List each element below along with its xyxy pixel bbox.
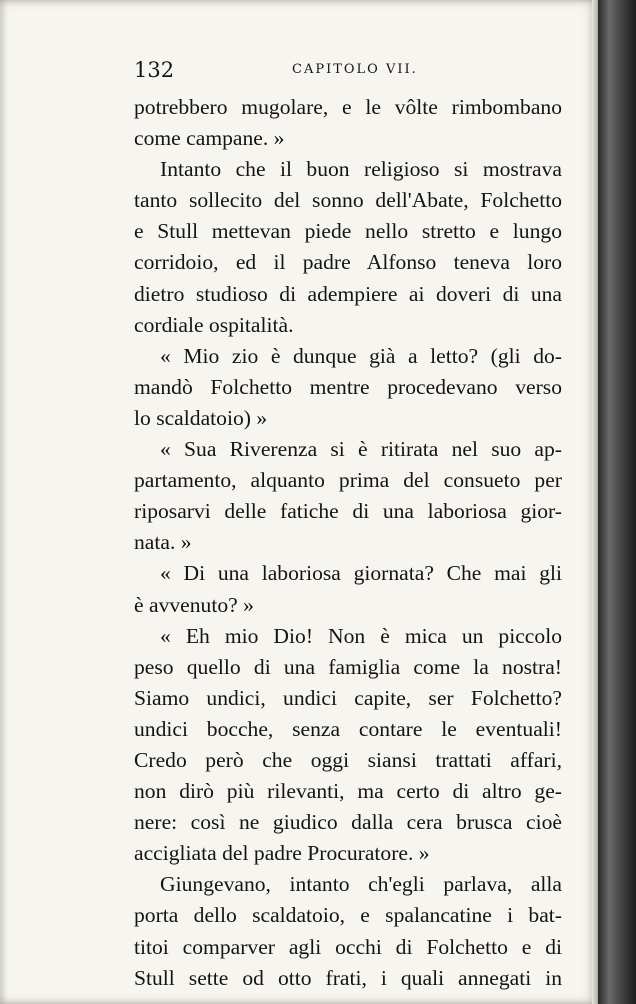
page-number: 132 <box>134 58 175 82</box>
text-line: potrebbero mugolare, e le vôlte rimbombano <box>134 95 562 119</box>
book-spine <box>598 0 636 1004</box>
text-line: nata. » <box>134 530 192 555</box>
text-line: Siamo undici, undici capite, ser Folchetto? <box>134 685 562 710</box>
text-line: tanto sollecito del sonno dell'Abate, Folchetto <box>134 188 562 213</box>
text-line: « Eh mio Dio! Non è mica un piccolo <box>160 623 562 648</box>
text-line: mandò Folchetto mentre procedevano verso <box>134 374 562 399</box>
text-line: cordiale ospitalità. <box>134 312 294 337</box>
text-line: non dirò più rilevanti, ma certo di altro ge- <box>134 779 562 804</box>
text-line: accigliata del padre Procuratore. » <box>134 841 430 866</box>
paragraph <box>134 621 562 870</box>
text-line: dietro studioso di adempiere ai doveri di una <box>134 281 562 306</box>
text-line: come campane. » <box>134 126 285 151</box>
paragraph <box>134 869 562 993</box>
text-line: nere: così ne giudico dalla cera brusca cioè <box>134 810 562 835</box>
text-line: partamento, alquanto prima del consueto per <box>134 468 562 493</box>
paragraph <box>134 154 562 341</box>
paragraph <box>134 92 562 154</box>
body-text <box>134 92 562 994</box>
paragraph <box>134 558 562 620</box>
running-head: CAPITOLO VII. <box>292 62 418 77</box>
text-line: lo scaldatoio) » <box>134 405 268 430</box>
text-line: porta dello scaldatoio, e spalancatine i bat- <box>134 903 562 928</box>
text-line: e Stull mettevan piede nello stretto e lungo <box>134 219 562 244</box>
text-line: corridoio, ed il padre Alfonso teneva loro <box>134 250 562 275</box>
text-line: peso quello di una famiglia come la nostra! <box>134 654 562 679</box>
text-line: riposarvi delle fatiche di una laboriosa gior- <box>134 499 562 524</box>
text-line: è avvenuto? » <box>134 592 254 617</box>
text-line: undici bocche, senza contare le eventuali! <box>134 716 562 741</box>
text-line: « Mio zio è dunque già a letto? (gli do- <box>160 343 562 368</box>
text-line: Stull sette od otto frati, i quali annegati in <box>134 965 562 990</box>
text-line: « Sua Riverenza si è ritirata nel suo ap- <box>160 437 562 462</box>
text-line: titoi comparver agli occhi di Folchetto e di <box>134 934 562 959</box>
text-line: Credo però che oggi siansi trattati affari, <box>134 747 562 772</box>
paragraph <box>134 434 562 558</box>
paragraph <box>134 341 562 434</box>
text-line: Intanto che il buon religioso si mostrava <box>160 157 562 182</box>
page-header <box>134 58 566 88</box>
text-line: Giungevano, intanto ch'egli parlava, alla <box>160 872 562 897</box>
text-line: « Di una laboriosa giornata? Che mai gli <box>160 561 562 586</box>
